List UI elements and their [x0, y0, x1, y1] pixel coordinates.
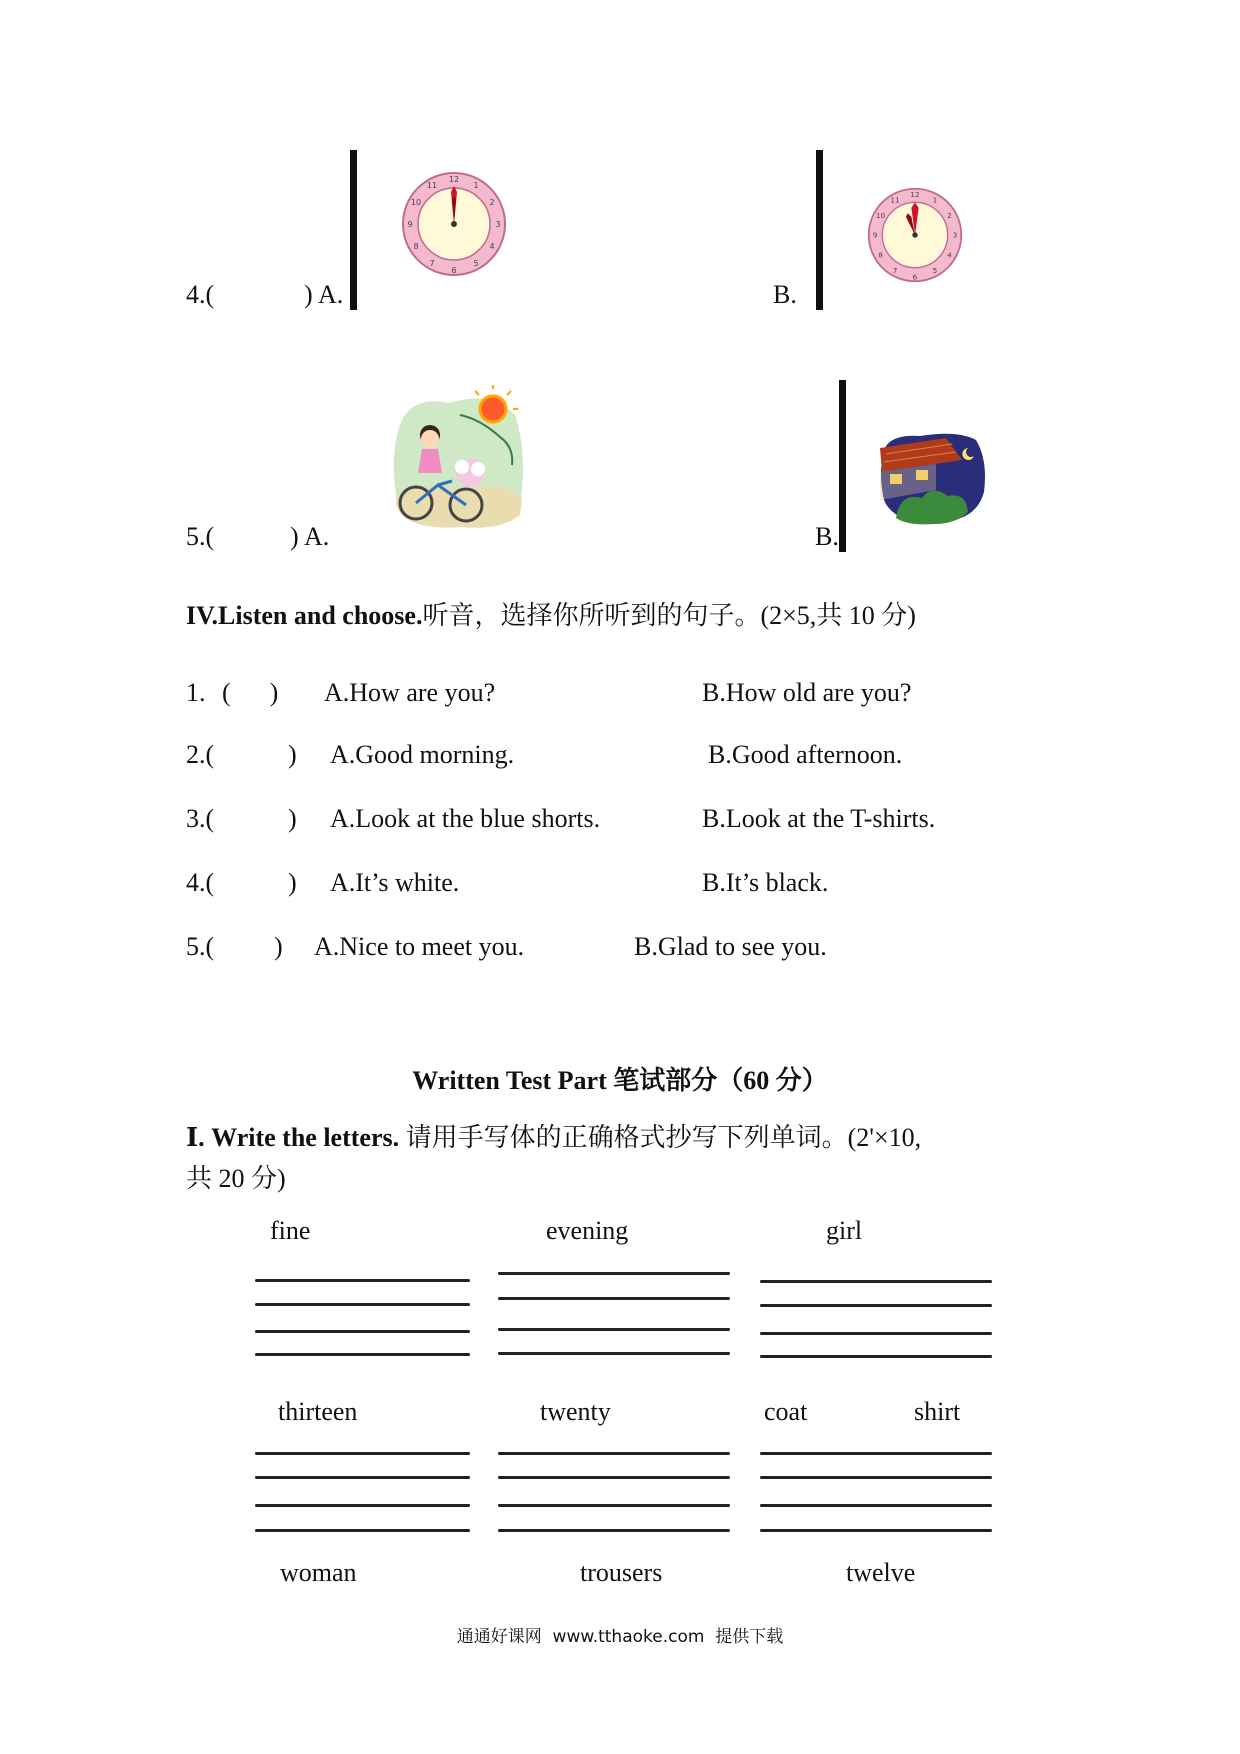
- svg-text:2: 2: [947, 210, 952, 220]
- svg-text:9: 9: [407, 220, 413, 229]
- section-i-heading: [186, 1117, 921, 1154]
- svg-text:3: 3: [495, 220, 501, 229]
- writing-line: [760, 1476, 992, 1479]
- copy-word: coat: [764, 1397, 808, 1426]
- svg-text:1: 1: [473, 181, 479, 190]
- writing-line: [498, 1476, 730, 1479]
- writing-line: [760, 1355, 992, 1358]
- writing-line: [255, 1353, 470, 1356]
- copy-word: fine: [270, 1216, 311, 1245]
- listen-item-number: 1.: [186, 678, 206, 707]
- writing-line: [760, 1529, 992, 1532]
- clock-icon[interactable]: [866, 186, 964, 284]
- q4-option-b-label: B.: [773, 280, 797, 309]
- copy-word: shirt: [914, 1397, 961, 1426]
- listen-item-number: 4.(: [186, 868, 215, 897]
- q5-option-a-label: A.: [304, 522, 330, 551]
- writing-line: [498, 1297, 730, 1300]
- listen-option-a: A.Look at the blue shorts.: [330, 804, 601, 833]
- section-i-roman: Ⅰ.: [186, 1123, 205, 1152]
- night-house-icon[interactable]: [876, 430, 988, 526]
- svg-text:7: 7: [429, 259, 435, 268]
- svg-text:3: 3: [952, 230, 958, 240]
- listen-item-number: 2.(: [186, 740, 215, 769]
- writing-line: [498, 1352, 730, 1355]
- svg-text:5: 5: [932, 266, 938, 276]
- written-part-title: Written Test Part 笔试部分（60 分）: [412, 1066, 828, 1095]
- answer-blank[interactable]: ): [288, 868, 297, 897]
- svg-text:8: 8: [878, 250, 883, 260]
- listen-option-b: B.Look at the T-shirts.: [702, 804, 936, 833]
- q4-option-a-label: A.: [318, 280, 344, 309]
- svg-text:10: 10: [875, 210, 886, 220]
- listen-option-a: A.It’s white.: [330, 868, 460, 897]
- writing-line: [255, 1303, 470, 1306]
- copy-word: thirteen: [278, 1397, 358, 1426]
- svg-text:7: 7: [892, 266, 898, 276]
- listen-option-b: B.Glad to see you.: [634, 932, 827, 961]
- copy-word: woman: [280, 1558, 357, 1587]
- writing-line: [498, 1452, 730, 1455]
- svg-text:12: 12: [910, 189, 920, 199]
- writing-line: [255, 1529, 470, 1532]
- svg-text:11: 11: [426, 181, 438, 190]
- clock-icon[interactable]: [400, 170, 508, 278]
- svg-text:8: 8: [413, 242, 419, 251]
- listen-option-b: B.It’s black.: [702, 868, 829, 897]
- answer-blank[interactable]: ): [274, 932, 283, 961]
- answer-blank[interactable]: ( ): [222, 678, 279, 707]
- section-iv-heading: [186, 595, 916, 632]
- divider-bar: [350, 150, 357, 310]
- copy-word: girl: [826, 1216, 863, 1245]
- copy-word: twelve: [846, 1558, 916, 1587]
- listen-option-b: B.Good afternoon.: [708, 740, 903, 769]
- listen-option-a: A.How are you?: [324, 678, 496, 707]
- writing-line: [255, 1452, 470, 1455]
- writing-line: [255, 1476, 470, 1479]
- svg-text:12: 12: [448, 175, 460, 184]
- listen-option-a: A.Nice to meet you.: [314, 932, 525, 961]
- answer-blank[interactable]: ): [288, 740, 297, 769]
- q4-close-paren: ): [304, 280, 313, 309]
- q5-option-b-label: B.: [815, 522, 839, 551]
- section-i-heading-cn-line2: 共 20 分): [186, 1164, 286, 1193]
- copy-word: trousers: [580, 1558, 663, 1587]
- writing-line: [498, 1328, 730, 1331]
- svg-text:6: 6: [451, 266, 457, 275]
- q5-close-paren: ): [290, 522, 299, 551]
- writing-line: [760, 1452, 992, 1455]
- listen-item-number: 5.(: [186, 932, 215, 961]
- svg-text:10: 10: [410, 198, 422, 207]
- svg-text:11: 11: [890, 195, 900, 205]
- listen-option-a: A.Good morning.: [330, 740, 515, 769]
- section-i-heading-en: Write the letters.: [211, 1123, 400, 1152]
- svg-text:6: 6: [912, 272, 918, 282]
- section-iv-heading-cn: 听音，选择你所听到的句子。(2×5,共 10 分): [422, 601, 916, 630]
- listen-item-number: 3.(: [186, 804, 215, 833]
- copy-word: evening: [546, 1216, 629, 1245]
- svg-text:1: 1: [932, 195, 938, 205]
- writing-line: [760, 1504, 992, 1507]
- divider-bar: [816, 150, 823, 310]
- writing-line: [255, 1504, 470, 1507]
- svg-text:4: 4: [489, 242, 495, 251]
- footer-credit: 通通好课网 www.tthaoke.com 提供下载: [456, 1627, 784, 1647]
- section-i-heading-cn: 请用手写体的正确格式抄写下列单词。(2'×10,: [405, 1123, 922, 1152]
- writing-line: [498, 1529, 730, 1532]
- divider-bar: [839, 380, 846, 552]
- svg-text:4: 4: [947, 250, 952, 260]
- writing-line: [255, 1279, 470, 1282]
- copy-word: twenty: [540, 1397, 611, 1426]
- writing-line: [760, 1304, 992, 1307]
- writing-line: [760, 1280, 992, 1283]
- section-iv-heading-en: IV.Listen and choose.: [186, 601, 423, 630]
- svg-text:2: 2: [489, 198, 495, 207]
- writing-line: [760, 1332, 992, 1335]
- svg-text:9: 9: [872, 230, 878, 240]
- writing-line: [498, 1272, 730, 1275]
- girl-on-bike-icon[interactable]: [390, 385, 530, 533]
- q4-number: 4.(: [186, 280, 215, 309]
- answer-blank[interactable]: ): [288, 804, 297, 833]
- writing-line: [255, 1330, 470, 1333]
- svg-text:5: 5: [473, 259, 479, 268]
- q5-number: 5.(: [186, 522, 215, 551]
- writing-line: [498, 1504, 730, 1507]
- listen-option-b: B.How old are you?: [702, 678, 912, 707]
